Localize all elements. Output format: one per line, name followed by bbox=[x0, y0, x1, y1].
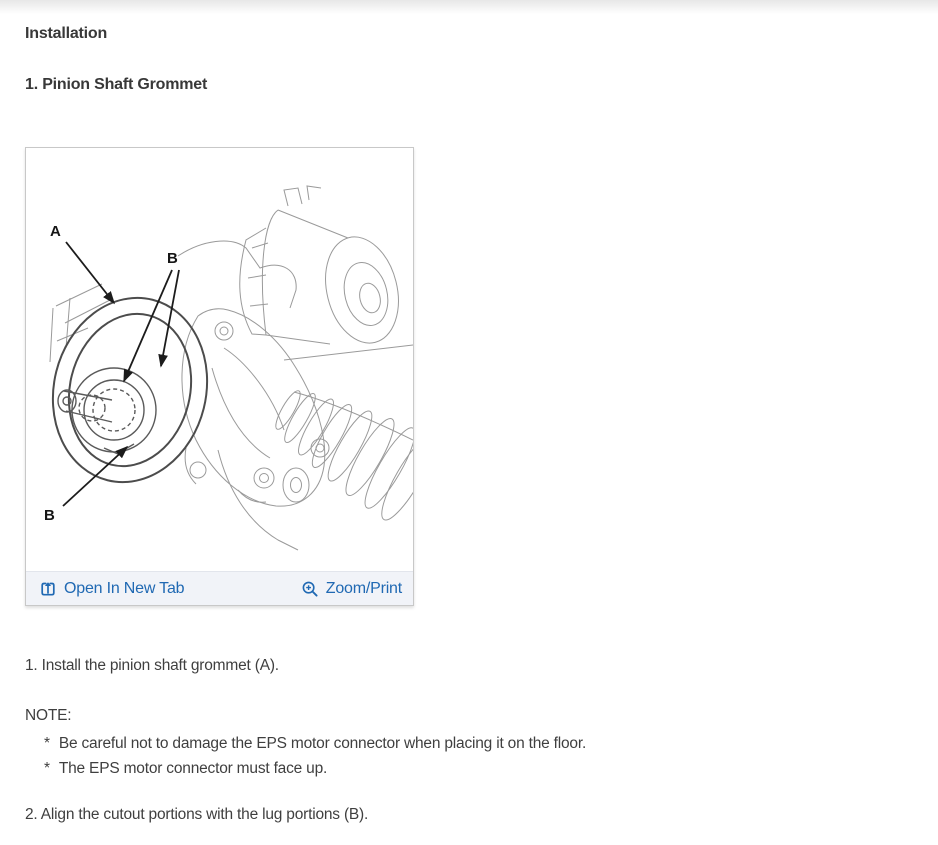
zoom-print-label: Zoom/Print bbox=[325, 579, 402, 597]
note-item bbox=[25, 756, 918, 781]
label-b-top: B bbox=[167, 250, 178, 267]
open-in-new-tab-link[interactable] bbox=[39, 580, 184, 598]
housing-drawing bbox=[50, 186, 413, 550]
zoom-print-link[interactable] bbox=[301, 580, 402, 598]
note-label: NOTE: bbox=[25, 707, 72, 724]
arrow-b1 bbox=[124, 270, 172, 381]
bullet-asterisk: * bbox=[44, 760, 50, 777]
step-1-text: 1. Install the pinion shaft grommet (A). bbox=[25, 657, 279, 674]
bullet-asterisk: * bbox=[44, 735, 50, 752]
figure-box bbox=[25, 147, 414, 606]
note-item bbox=[25, 731, 918, 756]
pinion-shaft-drawing bbox=[58, 368, 156, 454]
pinion-grommet-diagram bbox=[26, 148, 413, 571]
note-text: The EPS motor connector must face up. bbox=[58, 760, 328, 777]
open-in-new-tab-icon bbox=[39, 580, 57, 598]
label-a: A bbox=[50, 223, 61, 240]
section-title: 1. Pinion Shaft Grommet bbox=[25, 76, 208, 93]
step-2-text: 2. Align the cutout portions with the lug portions (B). bbox=[25, 806, 369, 823]
diagram-canvas bbox=[26, 148, 413, 571]
arrow-a bbox=[66, 242, 114, 303]
grommet-drawing bbox=[34, 281, 226, 498]
note-list bbox=[25, 731, 918, 781]
note-text: Be careful not to damage the EPS motor connector when placing it on the floor. bbox=[58, 735, 587, 752]
page-title: Installation bbox=[25, 25, 108, 42]
zoom-in-icon bbox=[301, 580, 319, 598]
figure-toolbar bbox=[26, 571, 413, 605]
label-b-bottom: B bbox=[44, 507, 55, 524]
arrow-b2 bbox=[161, 270, 179, 366]
arrow-b3 bbox=[63, 447, 127, 506]
open-in-new-tab-label: Open In New Tab bbox=[64, 579, 185, 597]
